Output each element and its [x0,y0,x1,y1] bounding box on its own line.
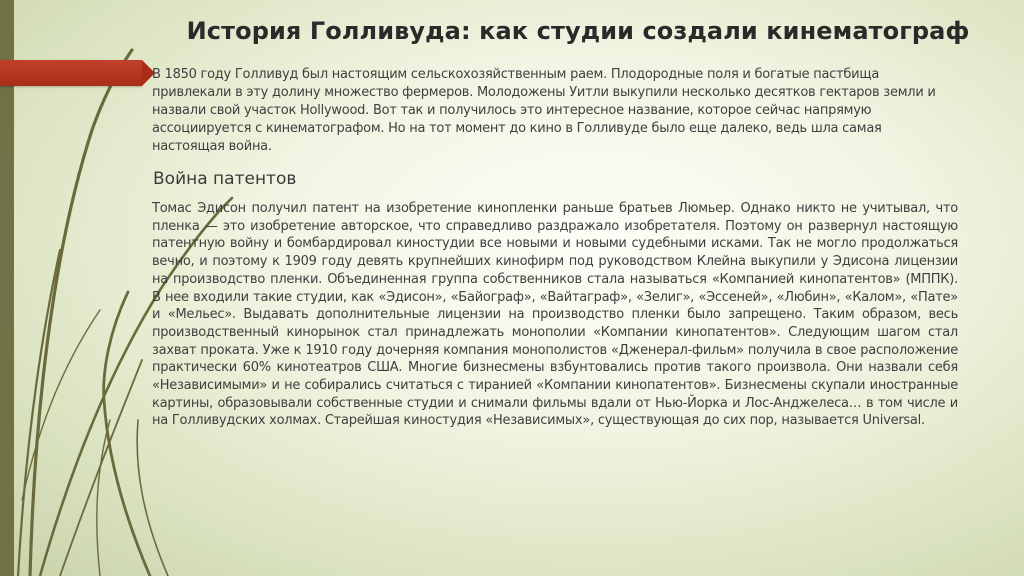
left-border-band [0,0,14,576]
section-heading: Война патентов [153,169,297,189]
vine-stroke [18,250,60,576]
title-accent-bar [0,60,142,86]
body-paragraph: Томас Эдисон получил патент на изобретение кинопленки раньше братьев Люмьер. Однако никто не учитывал, что пленка — это изобретение авторское, что справедливо раздражало изобретателя. Поэтому он развернул настоящую патентную войну и бомбардировал киностудии все новыми и новыми судебными исками. Так не могло продолжаться вечно, и поэтому к 1909 году девять крупнейших кинофирм под руководством Клейна выкупили у Эдисона лицензии на производство пленки. Объединенная группа собственников стала называться «Компанией кинопатентов» (МППК). В нее входили такие студии, как «Эдисон», «Байограф», «Вайтаграф», «Зелиг», «Эссеней», «Любин», «Калом», «Пате» и «Мельес». Выдавать дополнительные лицензии на производство пленки было запрещено. Таким образом, весь производственный кинорынок стал принадлежать монополии «Компании кинопатентов». Следующим шагом стал захват проката. Уже к 1910 году дочерняя компания монополистов «Дженерал-фильм» получила в свое расположение практически 60% кинотеатров США. Многие бизнесмены взбунтовались против такого произвола. Они назвали себя «Независимыми» и не собирались считаться с тиранией «Компании кинопатентов». Бизнесмены скупали иностранные картины, образовывали собственные студии и снимали фильмы вдали от Нью-Йорка и Лос-Анджелеса… в том числе и на Голливудских холмах. Старейшая киностудия «Независимых», существующая до сих пор, называется Universal. [152,201,958,429]
vine-stroke [137,420,168,576]
slide-title: История Голливуда: как студии создали кинематограф [186,17,970,45]
intro-paragraph: В 1850 году Голливуд был настоящим сельскохозяйственным раем. Плодородные поля и богатые пастбища привлекали в эту долину множество фермеров. Молодожены Уитли выкупили несколько десятков гектаров земли и назвали свой участок Hollywood. Вот так и получилось это интересное название, которое сейчас напрямую ассоциируется с кинематографом. Но на тот момент до кино в Голливуде было еще далеко, ведь шла самая настоящая война. [152,67,936,154]
vine-stroke [60,360,142,576]
vine-stroke [97,420,110,576]
vine-stroke [22,310,100,500]
vine-stroke [30,50,132,576]
vine-stroke [104,292,150,576]
